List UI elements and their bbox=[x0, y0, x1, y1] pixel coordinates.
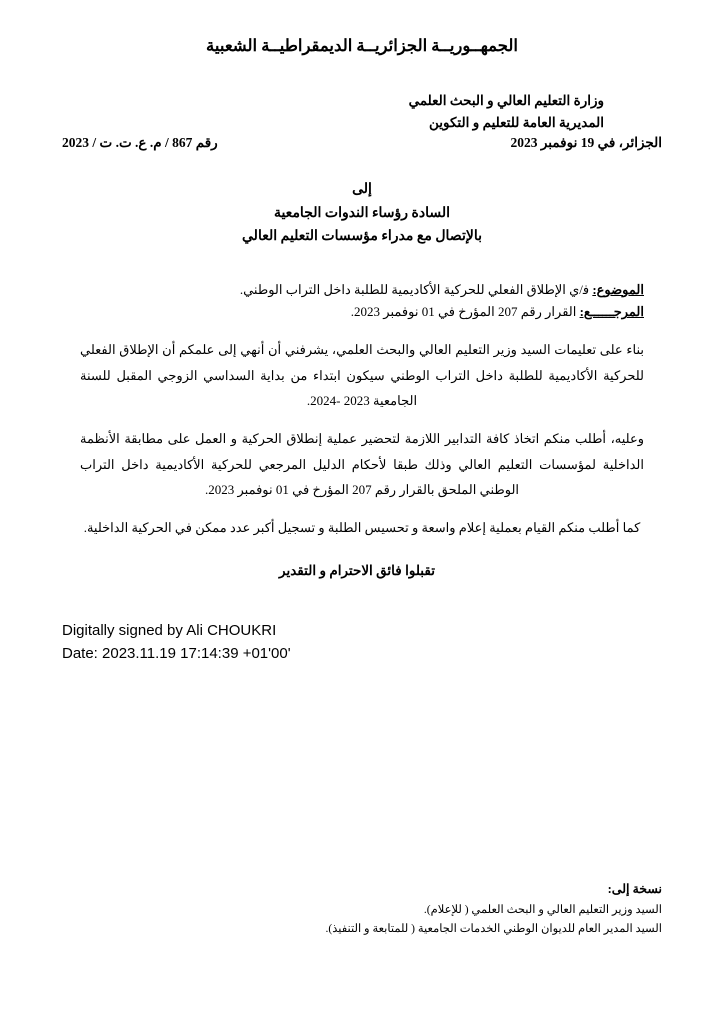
copies-title: نسخة إلى: bbox=[607, 882, 662, 897]
body-block bbox=[62, 337, 662, 540]
subject-label: الموضوع: bbox=[592, 281, 644, 297]
addressee-block bbox=[62, 179, 662, 249]
addressee-line-2: بالإتصال مع مدراء مؤسسات التعليم العالي bbox=[242, 229, 482, 245]
subject-text: ف‍/ي الإطلاق الفعلي للحركية الأكاديمية للطلبة داخل التراب الوطني. bbox=[239, 281, 590, 297]
reference-text: القرار رقم 207 المؤرخ في 01 نوفمبر 2023. bbox=[350, 304, 577, 320]
body-paragraph: وعليه، أطلب منكم اتخاذ كافة التدابير اللازمة لتحضير عملية إنطلاق الحركية و العمل على مطابقة الأنظمة الداخلية لمؤسسات التعليم العالي وذلك طبقا لأحكام الدليل المرجعي للحركية الأكاديمية داخل التراب الوطني الملحق بالقرار رقم 207 المؤرخ في 01 نوفمبر 2023. bbox=[80, 431, 644, 497]
place-and-date: الجزائر، في 19 نوفمبر 2023 bbox=[510, 134, 662, 150]
reference-line bbox=[154, 301, 644, 324]
body-paragraph: بناء على تعليمات السيد وزير التعليم العالي والبحث العلمي، يشرفني أن أنهي إلى علمكم أن الإطلاق الفعلي للحركية الأكاديمية للطلبة داخل التراب الوطني سيكون ابتداء من بداية السداسي الزوجي المقبل للسنة الجامعية 2023 -2024. bbox=[80, 342, 644, 408]
signature-date: Date: 2023.11.19 17:14:39 +01'00' bbox=[62, 644, 291, 662]
ministry-header bbox=[62, 90, 604, 134]
copies-block bbox=[325, 879, 662, 938]
copies-item: السيد وزير التعليم العالي و البحث العلمي ( للإعلام). bbox=[423, 904, 662, 917]
signature-signer: Digitally signed by Ali CHOUKRI bbox=[62, 621, 277, 639]
addressee-line-1: السادة رؤساء الندوات الجامعية bbox=[273, 206, 451, 222]
addressee-preposition: إلى bbox=[352, 181, 372, 197]
reference-number: رقم 867 / م. ع. ت. ت / 2023 bbox=[62, 134, 218, 150]
digital-signature-block bbox=[62, 619, 432, 666]
subject-line bbox=[154, 279, 644, 302]
subject-block bbox=[62, 279, 662, 325]
directorate-name: المديرية العامة للتعليم و التكوين bbox=[428, 114, 604, 130]
copies-item: السيد المدير العام للديوان الوطني الخدمات الجامعية ( للمتابعة و التنفيذ). bbox=[325, 922, 662, 935]
reference-row bbox=[62, 135, 662, 151]
ministry-name: وزارة التعليم العالي و البحث العلمي bbox=[408, 93, 604, 108]
closing-salutation: تقبلوا فائق الاحترام و التقدير bbox=[279, 562, 435, 578]
reference-label: المرجــــــع: bbox=[579, 304, 644, 320]
body-paragraph: كما أطلب منكم القيام بعملية إعلام واسعة و تحسيس الطلبة و تسجيل أكبر عدد ممكن في الحركية الداخلية. bbox=[83, 520, 641, 536]
republic-title: الجمهــوريــة الجزائريــة الديمقراطيــة الشعبية bbox=[206, 36, 518, 55]
